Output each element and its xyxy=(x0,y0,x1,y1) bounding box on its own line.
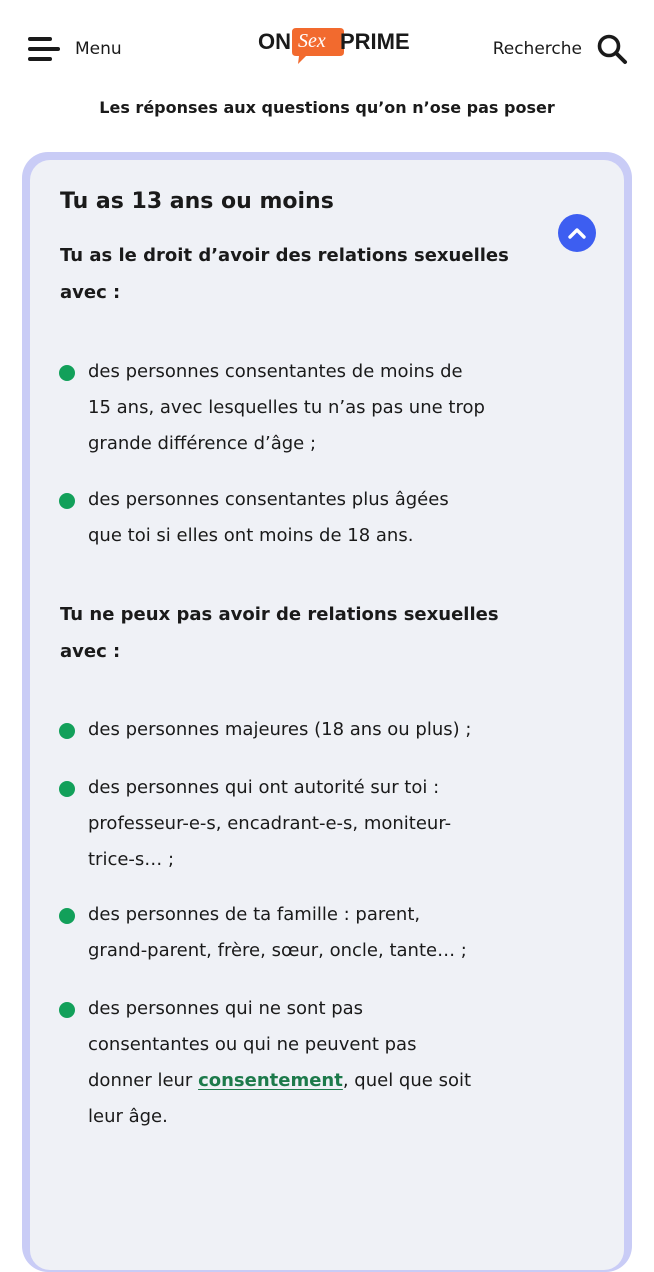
forbidden-list-3 xyxy=(58,897,538,969)
logo-text-prime: PRIME xyxy=(340,29,410,54)
list-item: des personnes de ta famille : parent, grand-parent, frère, sœur, oncle, tante… ; xyxy=(58,897,538,969)
bullet-icon xyxy=(59,781,75,797)
chevron-up-icon xyxy=(568,227,586,239)
allowed-list-2 xyxy=(58,482,538,554)
site-header xyxy=(0,0,654,117)
forbidden-heading xyxy=(60,596,530,670)
bullet-icon xyxy=(59,908,75,924)
forbidden-heading-line1: Tu ne peux pas avoir de relations sexuelles xyxy=(60,604,499,625)
bullet-icon xyxy=(59,723,75,739)
hamburger-icon xyxy=(28,36,60,62)
allowed-heading-line1: Tu as le droit d’avoir des relations sexuelles xyxy=(60,245,509,266)
bullet-icon xyxy=(59,365,75,381)
list-item: des personnes qui ne sont pas consentantes ou qui ne peuvent pas donner leur consentement, quel que soit leur âge. xyxy=(58,991,538,1135)
collapse-button[interactable] xyxy=(558,214,596,252)
menu-label: Menu xyxy=(75,39,122,59)
logo-text-on: ON xyxy=(258,29,291,54)
search-icon xyxy=(596,33,628,65)
search-button[interactable] xyxy=(493,32,628,66)
forbidden-list-1 xyxy=(58,712,538,748)
site-tagline: Les réponses aux questions qu’on n’ose pas poser xyxy=(99,98,555,117)
list-item: des personnes qui ont autorité sur toi : professeur-e-s, encadrant-e-s, moniteur- trice-s… ; xyxy=(58,770,538,878)
list-item: des personnes majeures (18 ans ou plus) ; xyxy=(58,712,538,748)
menu-button[interactable] xyxy=(28,34,122,64)
allowed-heading-line2: avec : xyxy=(60,282,121,303)
bullet-icon xyxy=(59,493,75,509)
logo-text-sex: Sex xyxy=(298,30,326,52)
list-item: des personnes consentantes plus âgées que toi si elles ont moins de 18 ans. xyxy=(58,482,538,554)
list-item: des personnes consentantes de moins de 15 ans, avec lesquelles tu n’as pas une trop grande différence d’âge ; xyxy=(58,354,538,462)
onsexprime-logo[interactable] xyxy=(254,24,410,72)
forbidden-list-4 xyxy=(58,991,538,1135)
forbidden-list-2 xyxy=(58,770,538,878)
accordion-title[interactable]: Tu as 13 ans ou moins xyxy=(60,189,334,214)
allowed-heading xyxy=(60,237,530,311)
bullet-icon xyxy=(59,1002,75,1018)
allowed-list xyxy=(58,354,538,462)
consentement-link[interactable]: consentement xyxy=(198,1070,343,1091)
forbidden-heading-line2: avec : xyxy=(60,641,121,662)
search-label: Recherche xyxy=(492,39,582,59)
